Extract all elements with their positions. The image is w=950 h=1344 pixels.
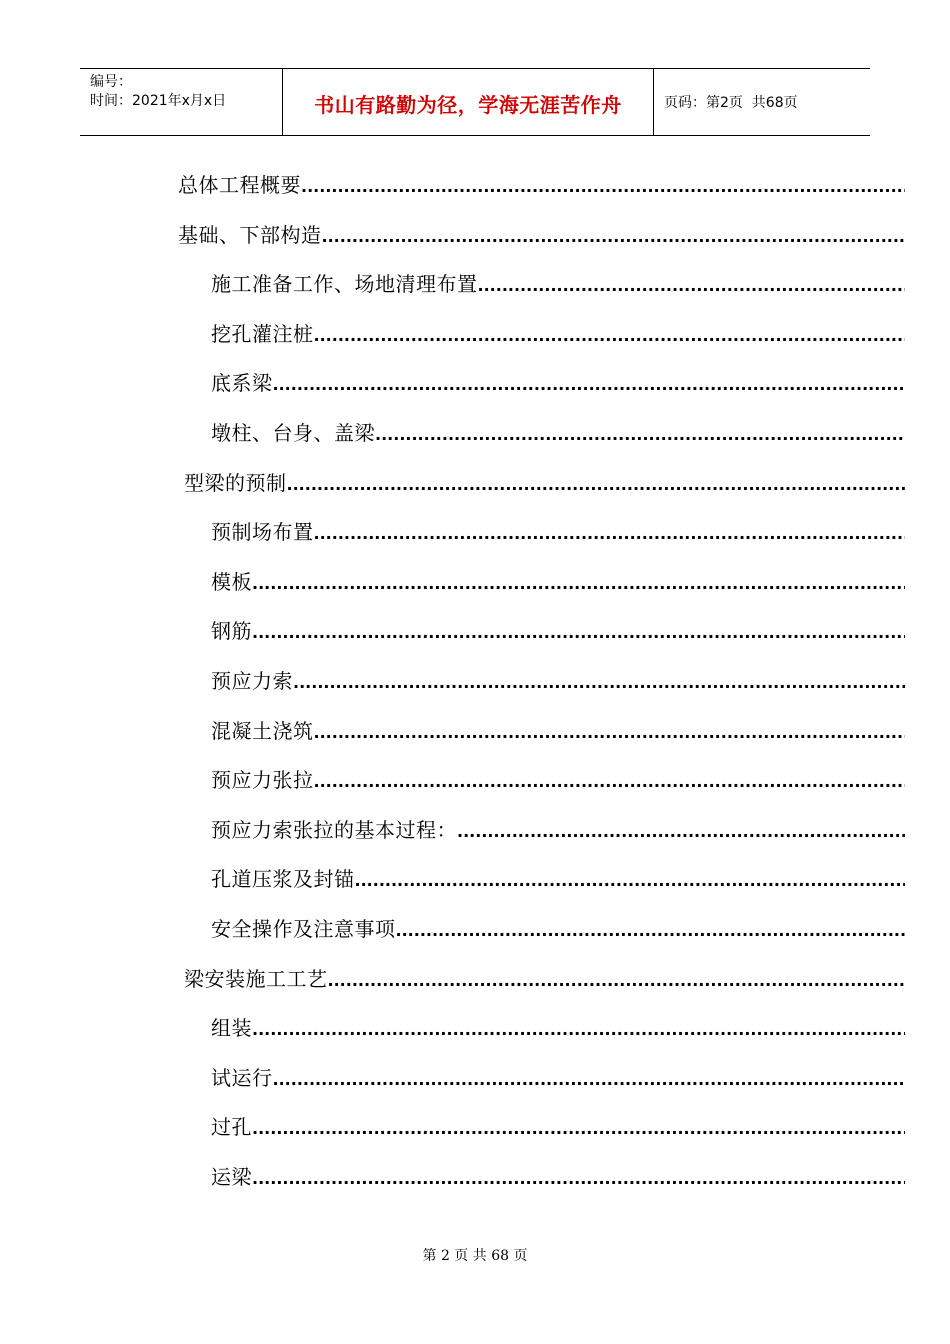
toc-dot-leader [252, 1115, 905, 1143]
page-header [80, 68, 870, 136]
toc-entry-label: 梁安装施工工艺 [184, 967, 328, 991]
page-footer: 第 2 页 共 68 页 [422, 1248, 528, 1264]
toc-dot-leader [293, 669, 905, 697]
toc-dot-leader [287, 471, 906, 499]
toc-dot-leader [252, 1016, 905, 1044]
toc-entry-label: 运梁 [211, 1165, 252, 1189]
toc-dot-leader [457, 818, 905, 846]
toc-entry-label: 预制场布置 [211, 520, 314, 544]
toc-entry-label: 安全操作及注意事项 [211, 917, 396, 941]
header-motto: 书山有路勤为径，学海无涯苦作舟 [282, 69, 654, 135]
toc-entry[interactable] [211, 369, 905, 397]
toc-dot-leader [252, 619, 905, 647]
toc-entry-label: 预应力张拉 [211, 768, 314, 792]
toc-dot-leader [375, 421, 905, 449]
toc-dot-leader [301, 173, 905, 201]
toc-entry[interactable] [211, 518, 905, 546]
toc-entry[interactable] [211, 617, 905, 645]
toc-dot-leader [328, 967, 906, 995]
toc-entry-label: 组装 [211, 1016, 252, 1040]
toc-dot-leader [396, 917, 906, 945]
page-info: 页码：第2页 共68页 [664, 95, 798, 111]
toc-dot-leader [314, 322, 906, 350]
toc-entry[interactable] [211, 1113, 905, 1141]
toc-entry[interactable] [184, 469, 905, 497]
toc-entry[interactable] [211, 1163, 905, 1191]
time-label: 时间：2021年x月x日 [90, 93, 227, 109]
toc-entry[interactable] [211, 816, 905, 844]
toc-dot-leader [314, 520, 906, 548]
toc-entry[interactable] [211, 865, 905, 893]
toc-entry-label: 预应力索 [211, 669, 293, 693]
toc-entry[interactable] [211, 766, 905, 794]
toc-dot-leader [314, 768, 906, 796]
toc-entry-label: 试运行 [211, 1066, 273, 1090]
toc-entry[interactable] [184, 965, 905, 993]
toc-entry[interactable] [211, 270, 905, 298]
toc-entry-label: 挖孔灌注桩 [211, 322, 314, 346]
toc-entry-label: 过孔 [211, 1115, 252, 1139]
toc-entry[interactable] [211, 667, 905, 695]
toc-dot-leader [314, 719, 906, 747]
toc-entry-label: 混凝土浇筑 [211, 719, 314, 743]
toc-entry-label: 施工准备工作、场地清理布置 [211, 272, 478, 296]
toc-dot-leader [478, 272, 906, 300]
toc-entry-label: 基础、下部构造 [178, 223, 322, 247]
toc-entry-label: 型梁的预制 [184, 471, 287, 495]
toc-entry-label: 模板 [211, 570, 252, 594]
serial-label: 编号： [90, 74, 132, 90]
toc-entry[interactable] [211, 320, 905, 348]
toc-dot-leader [322, 223, 906, 251]
toc-entry[interactable] [211, 717, 905, 745]
toc-entry-label: 墩柱、台身、盖梁 [211, 421, 375, 445]
toc-entry[interactable] [211, 915, 905, 943]
toc-entry-label: 钢筋 [211, 619, 252, 643]
toc-dot-leader [273, 1066, 906, 1094]
toc-entry[interactable] [211, 1064, 905, 1092]
header-left-cell [80, 69, 282, 135]
toc-dot-leader [252, 1165, 905, 1193]
toc-dot-leader [252, 570, 905, 598]
toc-entry[interactable] [178, 171, 905, 199]
toc-dot-leader [355, 867, 906, 895]
header-right-cell [654, 69, 870, 135]
toc-dot-leader [273, 371, 906, 399]
toc-entry[interactable] [178, 221, 905, 249]
toc-entry-label: 预应力索张拉的基本过程： [211, 818, 457, 842]
toc-entry[interactable] [211, 419, 905, 447]
toc-entry-label: 总体工程概要 [178, 173, 301, 197]
toc-entry-label: 底系梁 [211, 371, 273, 395]
toc-entry[interactable] [211, 1014, 905, 1042]
toc-entry-label: 孔道压浆及封锚 [211, 867, 355, 891]
toc-entry[interactable] [211, 568, 905, 596]
